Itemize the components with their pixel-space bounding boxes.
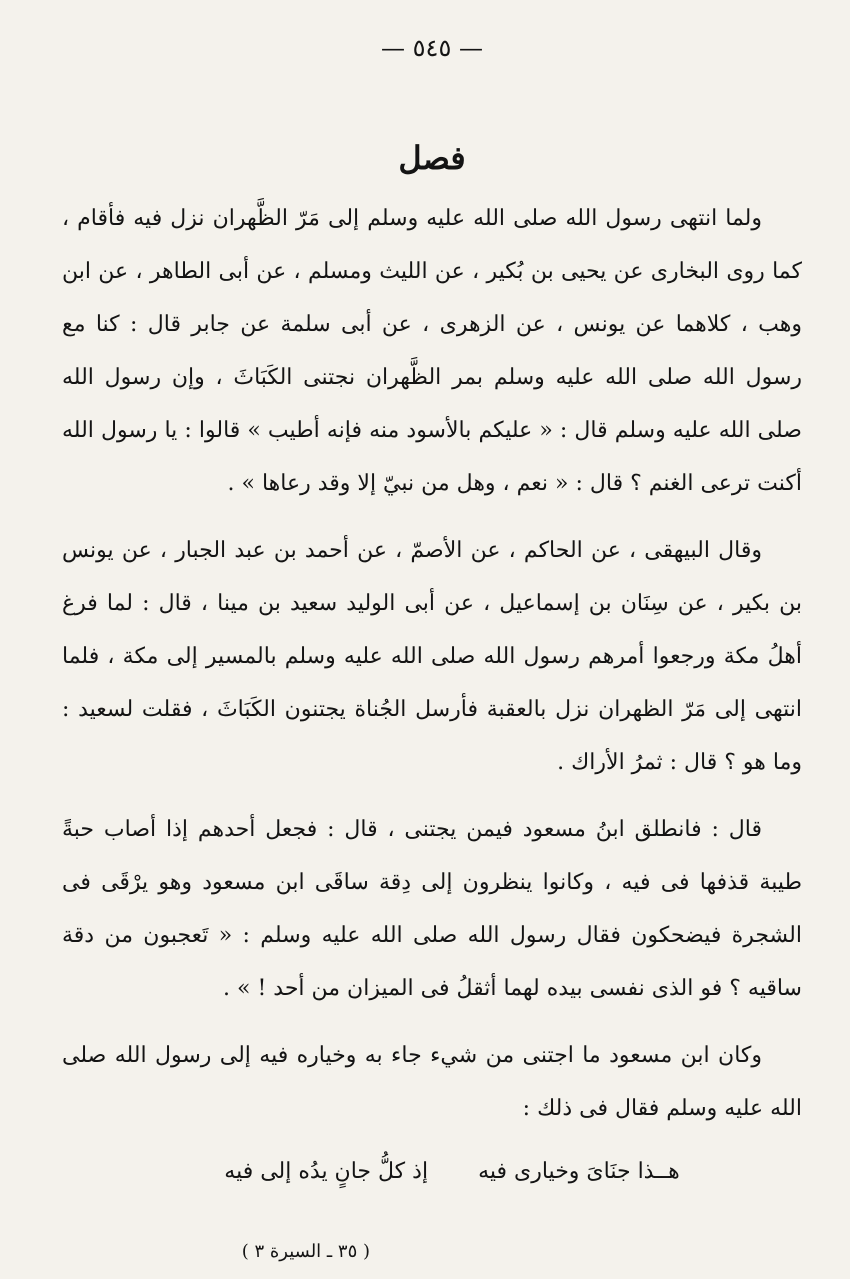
- verse-first-hemistich: هــذا جنَاىَ وخيارى فيه: [478, 1159, 680, 1184]
- page-number: — ٥٤٥ —: [381, 34, 483, 62]
- footer-signature: ( ٣٥ ـ السيرة ٣ ): [241, 1241, 370, 1262]
- paragraph-2: وقال البيهقى ، عن الحاكم ، عن الأصمّ ، عن أحمد بن عبد الجبار ، عن يونس بن بكير ، عن سِنَان بن إسماعيل ، عن أبى الوليد سعيد بن مينا ، قال : لما فرغ أهلُ مكة ورجعوا أمرهم رسول الله صلى الله عليه وسلم بالمسير إلى مكة ، فلما انتهى إلى مَرّ الظهران نزل بالعقبة فأرسل الجُناة يجتنون الكَبَاثَ ، فقلت لسعيد : وما هو ؟ قال : ثمرُ الأراك .: [62, 538, 802, 775]
- paragraph-4: وكان ابن مسعود ما اجتنى من شيء جاء به وخياره فيه إلى رسول الله صلى الله عليه وسلم فقال فى ذلك :: [62, 1043, 802, 1121]
- book-page: [62, 28, 802, 1258]
- paragraph-3: قال : فانطلق ابنُ مسعود فيمن يجتنى ، قال : فجعل أحدهم إذا أصاب حبةً طيبة قذفها فى فيه ، وكانوا ينظرون إلى دِقة ساقَى ابن مسعود وهو يرْقَى فى الشجرة فيضحكون فقال رسول الله صلى الله عليه وسلم : « تَعجبون من دقة ساقيه ؟ فو الذى نفسى بيده لهما أثقلُ فى الميزان من أحد ! » .: [62, 817, 802, 1001]
- paragraph-1: ولما انتهى رسول الله صلى الله عليه وسلم إلى مَرّ الظَّهران نزل فيه فأقام ، كما روى البخارى عن يحيى بن بُكير ، عن الليث ومسلم ، عن أبى الطاهر ، عن ابن وهب ، كلاهما عن يونس ، عن الزهرى ، عن أبى سلمة عن جابر قال : كنا مع رسول الله صلى الله عليه وسلم بمر الظَّهران نجتنى الكَبَاثَ ، وإن رسول الله صلى الله عليه وسلم قال : « عليكم بالأسود منه فإنه أطيب » قالوا : يا رسول الله أكنت ترعى الغنم ؟ قال : « نعم ، وهل من نبيّ إلا وقد رعاها » .: [62, 206, 802, 496]
- verse-second-hemistich: إذ كلُّ جانٍ يدُه إلى فيه: [224, 1159, 429, 1184]
- section-title: فصل: [398, 139, 466, 177]
- poetry-verse: [62, 1147, 802, 1197]
